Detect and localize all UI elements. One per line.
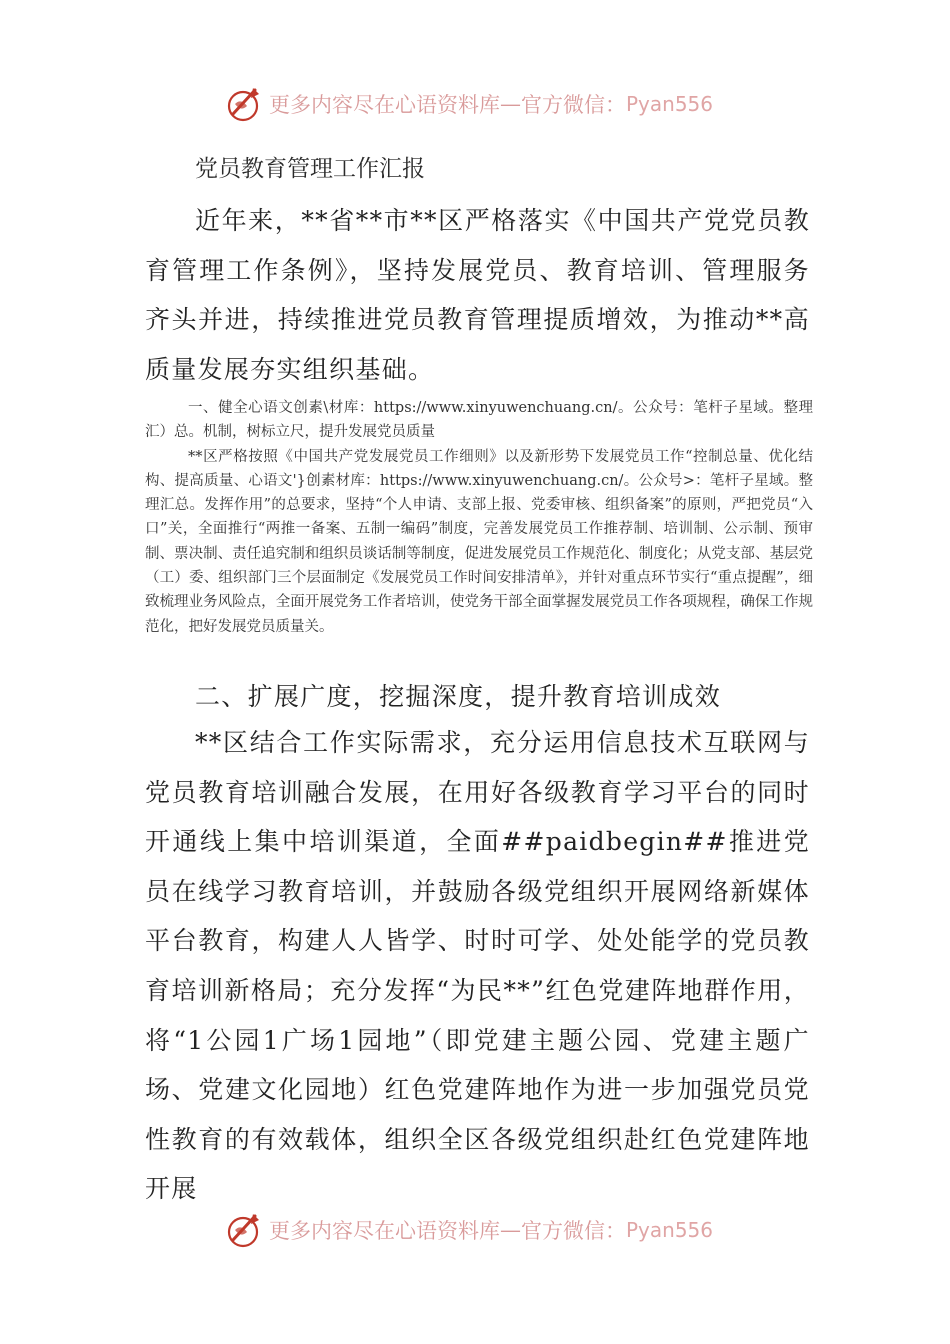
header-watermark — [225, 82, 713, 126]
section-1 — [145, 396, 813, 639]
watermark-wechat-label: 官方微信： — [521, 1219, 626, 1243]
watermark-dash: — — [500, 1218, 521, 1242]
section-2-heading: 二、扩展广度，挖掘深度，提升教育培训成效 — [195, 682, 722, 711]
document-title: 党员教育管理工作汇报 — [195, 156, 425, 182]
pen-logo-icon — [225, 1210, 265, 1250]
watermark-brand-text: 更多内容尽在心语资料库 — [269, 93, 500, 117]
footer-watermark — [225, 1208, 713, 1252]
section-2-body: **区结合工作实际需求，充分运用信息技术互联网与党员教育培训融合发展，在用好各级教育学习平台的同时开通线上集中培训渠道，全面##paidbegin##推进党员在线学习教育培训，并鼓励各级党组织开展网络新媒体平台教育，构建人人皆学、时时可学、处处能学的党员教育培训新格局；充分发挥“为民**”红色党建阵地群作用，将“1公园1广场1园地”（即党建主题公园、党建主题广场、党建文化园地）红色党建阵地作为进一步加强党员党性教育的有效载体，组织全区各级党组织赴红色党建阵地开展 — [145, 728, 810, 1204]
watermark-brand-text: 更多内容尽在心语资料库 — [269, 1219, 500, 1243]
pen-logo-icon — [225, 84, 265, 124]
watermark-dash: — — [500, 92, 521, 116]
watermark-wechat-id: Pyan556 — [626, 1218, 714, 1242]
watermark-wechat-label: 官方微信： — [521, 93, 626, 117]
section-1-body: **区严格按照《中国共产党发展党员工作细则》以及新形势下发展党员工作“控制总量、优化结构、提高质量、心语文'}创素材库：https://www.xinyuwenchuang.cn/。公众号>：笔杆子星域。整理汇总。发挥作用”的总要求，坚持“个人申请、支部上报、党委审核、组织备案”的原则，严把党员“入口”关，全面推行“两推一备案、五制一编码”制度，完善发展党员工作推荐制、培训制、公示制、预审制、票决制、责任追究制和组织员谈话制等制度，促进发展党员工作规范化、制度化；从党支部、基层党（工）委、组织部门三个层面制定《发展党员工作时间安排清单》，并针对重点环节实行“重点提醒”，细致梳理业务风险点，全面开展党务工作者培训，使党务干部全面掌握发展党员工作各项规程，确保工作规范化，把好发展党员质量关。 — [145, 448, 813, 635]
section-1-heading: 一、健全心语文创素\材库：https://www.xinyuwenchuang.cn/。公众号：笔杆子星域。整理汇）总。机制，树标立尺，提升发展党员质量 — [145, 400, 813, 441]
intro-paragraph: 近年来，**省**市**区严格落实《中国共产党党员教育管理工作条例》，坚持发展党员、教育培训、管理服务齐头并进，持续推进党员教育管理提质增效，为推动**高质量发展夯实组织基础。 — [145, 206, 810, 384]
watermark-wechat-id: Pyan556 — [626, 92, 714, 116]
